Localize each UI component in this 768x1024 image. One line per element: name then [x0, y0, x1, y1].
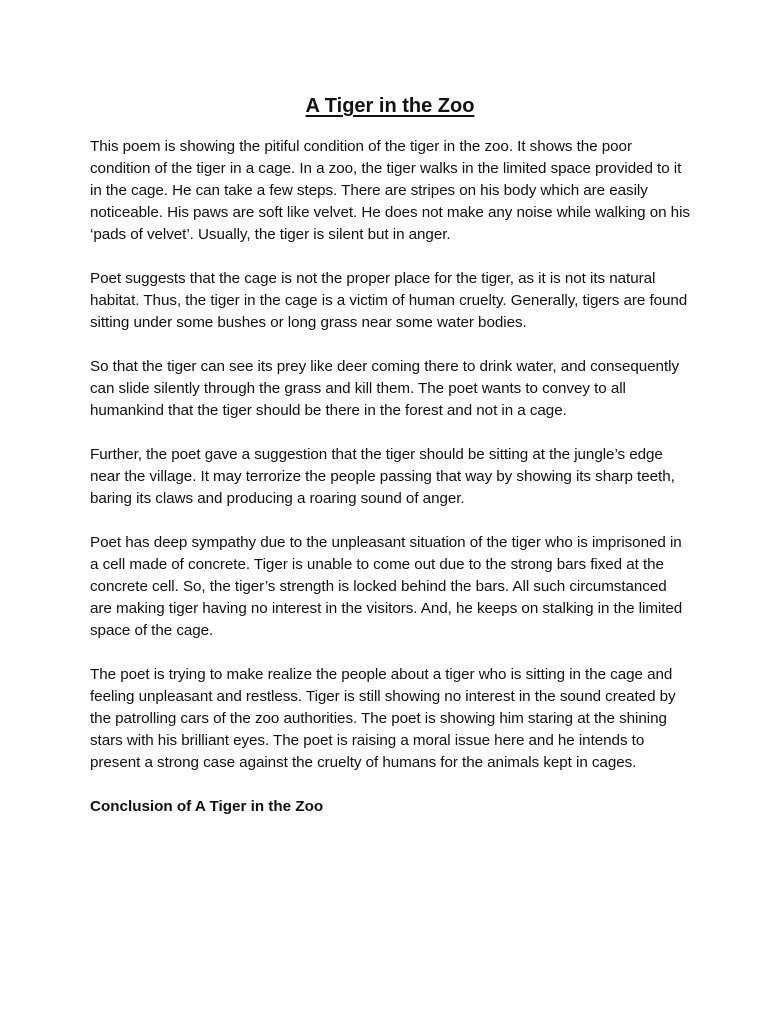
paragraph-6: The poet is trying to make realize the people about a tiger who is sitting in the cage and feeling unpleasant and restless. Tiger is still showing no interest in the sound created by the patrolling cars of the zoo authorities. The poet is showing him staring at the shining stars with his brilliant eyes. The poet is raising a moral issue here and he intends to present a strong case against the cruelty of humans for the animals kept in cages.: [90, 666, 676, 771]
document-page: [90, 92, 690, 818]
section-heading-conclusion: Conclusion of A Tiger in the Zoo: [90, 798, 324, 815]
paragraph-4: Further, the poet gave a suggestion that the tiger should be sitting at the jungle’s edge near the village. It may terrorize the people passing that way by showing its sharp teeth, baring its claws and producing a roaring sound of anger.: [90, 446, 675, 507]
paragraph-5: Poet has deep sympathy due to the unpleasant situation of the tiger who is imprisoned in a cell made of concrete. Tiger is unable to come out due to the strong bars fixed at the concrete cell. So, the tiger’s strength is locked behind the bars. All such circumstanced are making tiger having no interest in the visitors. And, he keeps on stalking in the limited space of the cage.: [90, 534, 683, 639]
paragraph-1: This poem is showing the pitiful condition of the tiger in the zoo. It shows the poor condition of the tiger in a cage. In a zoo, the tiger walks in the limited space provided to it in the cage. He can take a few steps. There are stripes on his body which are easily noticeable. His paws are soft like velvet. He does not make any noise while walking on his ‘pads of velvet’. Usually, the tiger is silent but in anger.: [90, 138, 690, 243]
paragraph-2: Poet suggests that the cage is not the proper place for the tiger, as it is not its natural habitat. Thus, the tiger in the cage is a victim of human cruelty. Generally, tigers are found sitting under some bushes or long grass near some water bodies.: [90, 270, 688, 331]
paragraph-3: So that the tiger can see its prey like deer coming there to drink water, and consequently can slide silently through the grass and kill them. The poet wants to convey to all humankind that the tiger should be there in the forest and not in a cage.: [90, 358, 679, 419]
document-title: A Tiger in the Zoo: [305, 95, 475, 117]
